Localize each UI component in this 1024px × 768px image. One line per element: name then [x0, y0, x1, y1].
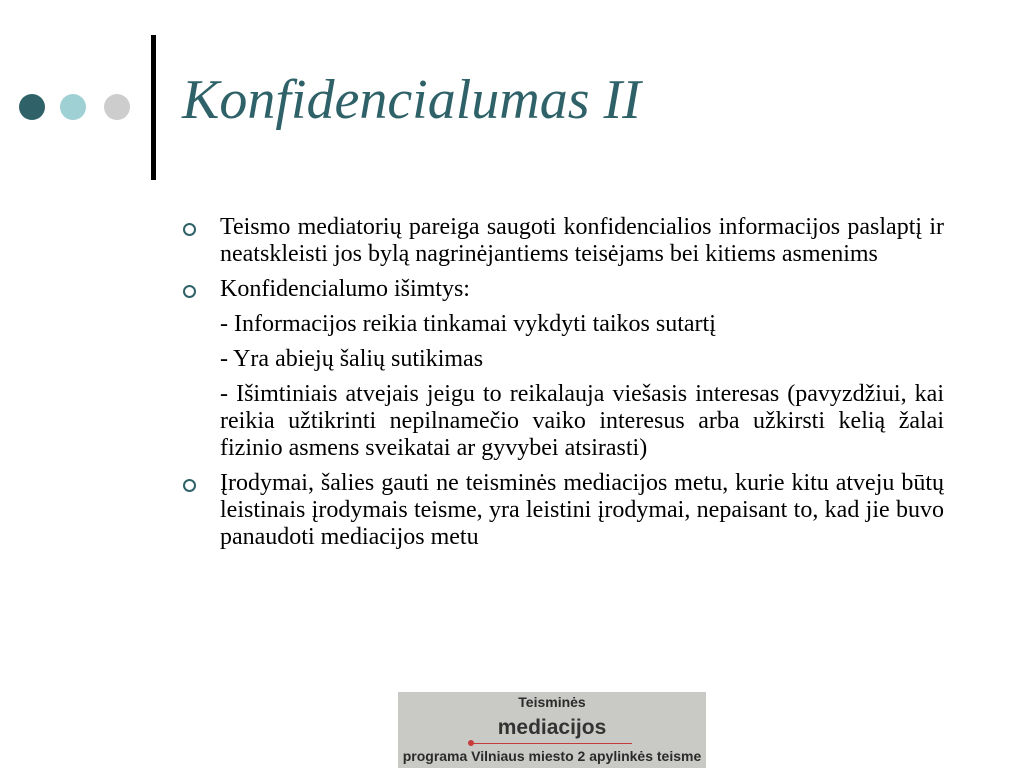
slide-content: [178, 214, 944, 559]
dark-teal-dot: [19, 94, 45, 120]
logo-red-line: [472, 743, 632, 744]
gray-dot: [104, 94, 130, 120]
logo-line-2: mediacijos: [497, 716, 607, 739]
bullet-ring-icon: [183, 479, 196, 492]
sub-item: - Yra abiejų šalių sutikimas: [220, 346, 484, 372]
sub-item: - Išimtiniais atvejais jeigu to reikalauja viešasis interesas (pavyzdžiui, kai reikia užtikrinti nepilnamečio vaiko interesus arba užkirsti kelią žalai fizinio asmens sveikatai ar gyvybei atsirasti): [220, 381, 944, 461]
program-logo: [398, 692, 706, 768]
logo-line-1: Teisminės: [518, 694, 586, 710]
bullet-text: Teismo mediatorių pareiga saugoti konfidencialios informacijos paslaptį ir neatskleisti jos bylą nagrinėjantiems teisėjams bei kitiems asmenims: [220, 214, 944, 267]
bullet-item: [178, 276, 944, 303]
bullet-text: Konfidencialumo išimtys:: [220, 276, 470, 302]
decorative-dots: [0, 0, 140, 200]
bullet-ring-icon: [183, 285, 196, 298]
logo-line-3: programa Vilniaus miesto 2 apylinkės teisme: [402, 748, 702, 764]
bullet-text: Įrodymai, šalies gauti ne teisminės mediacijos metu, kurie kitu atveju būtų leistinais įrodymais teisme, yra leistini įrodymai, nepaisant to, kad jie buvo panaudoti mediacijos metu: [220, 470, 944, 550]
bullet-ring-icon: [183, 223, 196, 236]
title-divider: [151, 35, 156, 180]
bullet-item: [178, 214, 944, 268]
sub-item: - Informacijos reikia tinkamai vykdyti taikos sutartį: [220, 311, 716, 337]
light-teal-dot: [60, 94, 86, 120]
bullet-item: [178, 470, 944, 551]
slide-title: Konfidencialumas II: [182, 69, 641, 131]
